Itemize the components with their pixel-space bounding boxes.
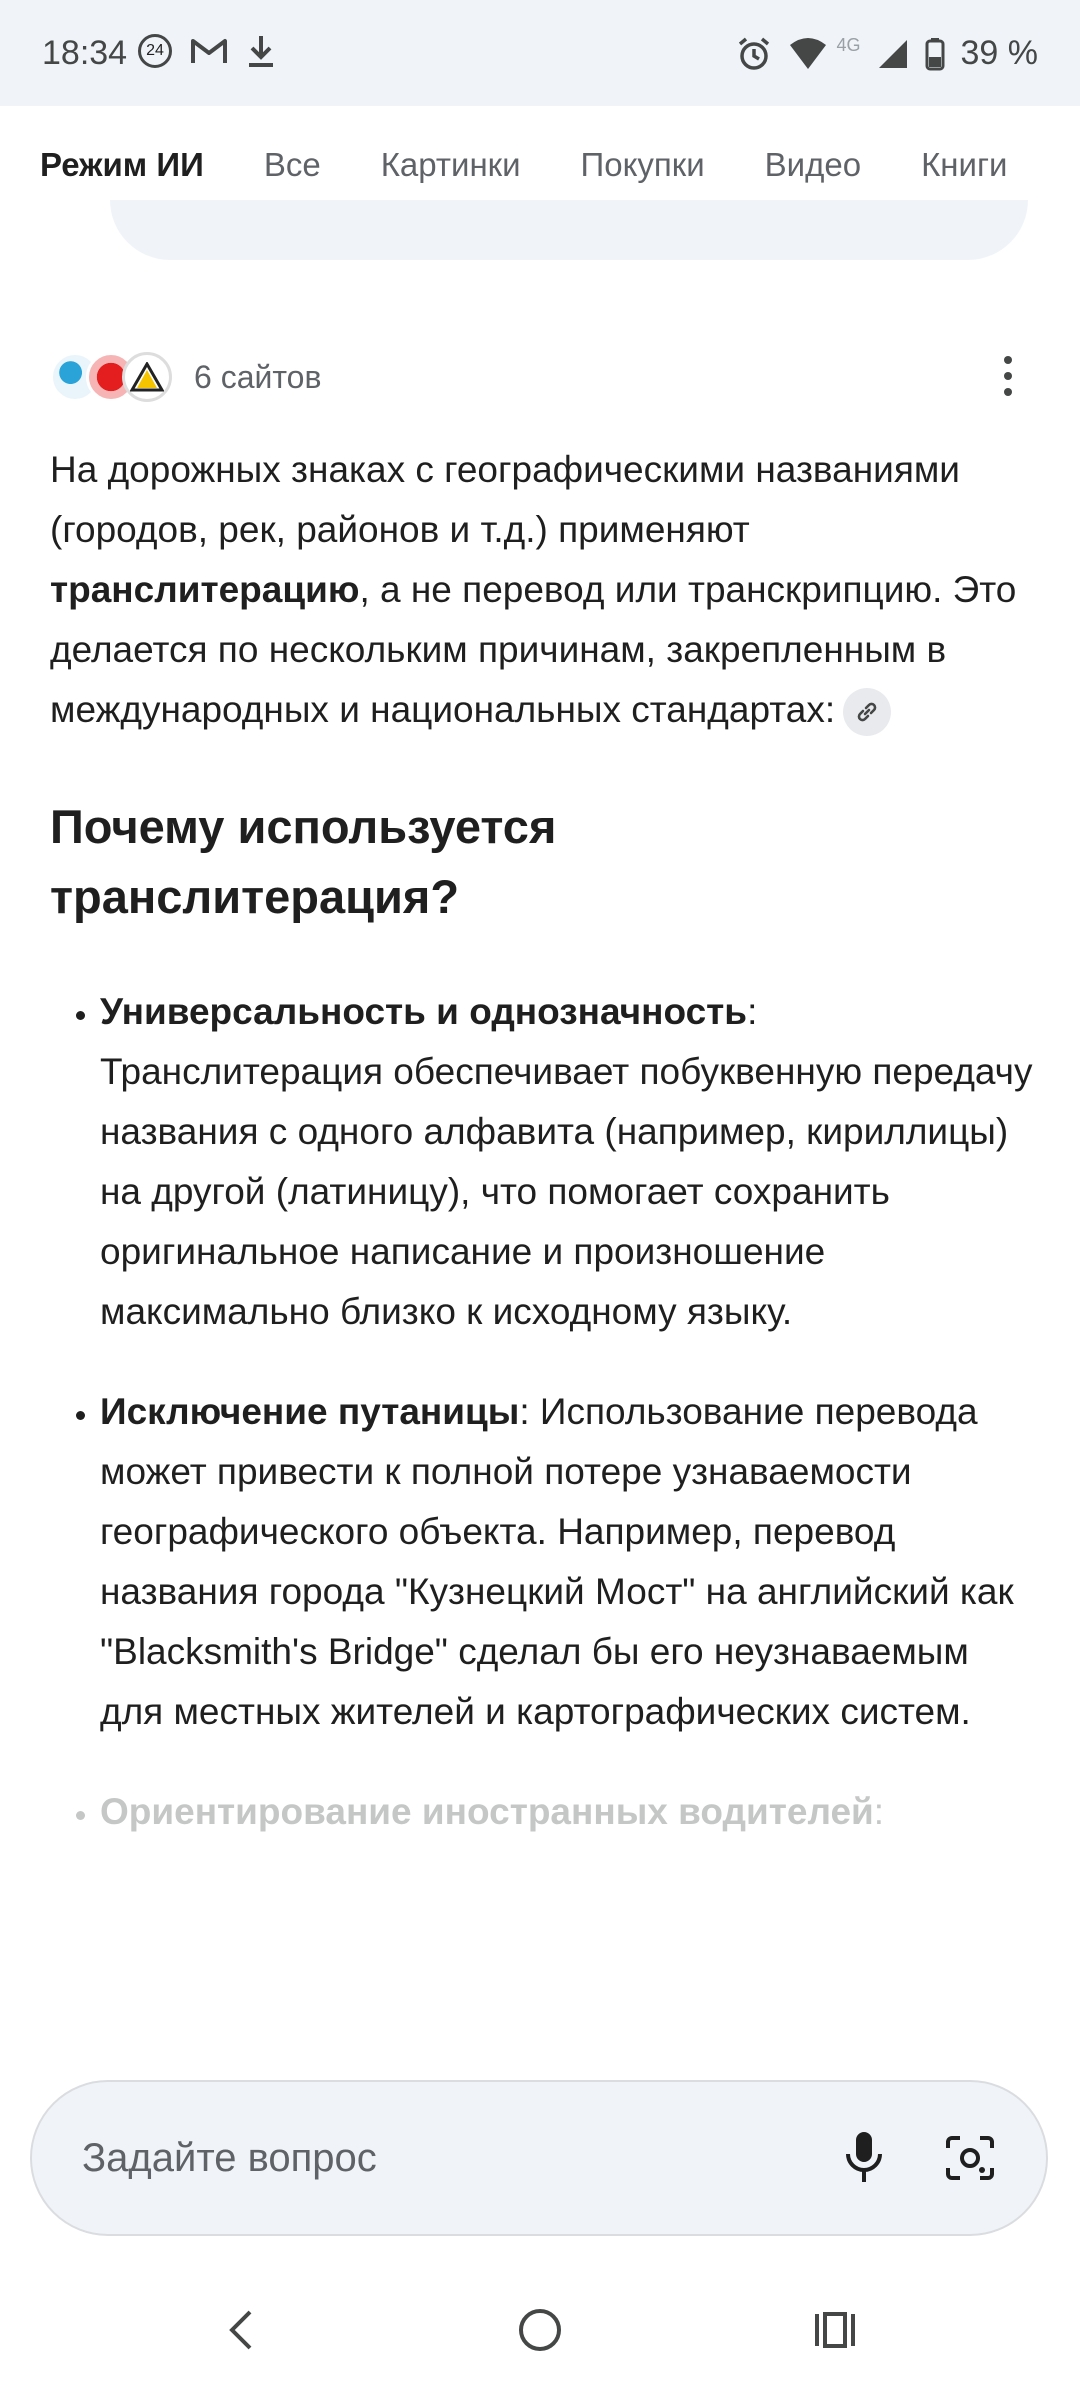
section-heading: Почему используется транслитерация? bbox=[50, 800, 557, 923]
microphone-icon[interactable] bbox=[824, 2118, 904, 2198]
citation-link-icon[interactable] bbox=[843, 688, 891, 736]
answer-intro: На дорожных знаках с географическими названиями (городов, рек, районов и т.д.) применяют транслитерацию, а не перевод или транскрипцию. Это делается по нескольким причинам, закрепленным в международных и национальных стандартах: bbox=[50, 440, 1040, 740]
system-icons bbox=[736, 34, 1038, 73]
tab-books[interactable]: Книги bbox=[921, 146, 1008, 183]
home-icon[interactable] bbox=[505, 2300, 575, 2360]
ai-answer bbox=[50, 440, 1040, 1882]
notification-icons bbox=[138, 34, 276, 68]
list-item: • Универсальность и однозначность: Транслитерация обеспечивает побуквенную передачу названия с одного алфавита (например, кириллицы) на другой (латиницу), что помогает сохранить оригинальное написание и произношение максимально близко к исходному языку. bbox=[100, 982, 1040, 1342]
battery-icon bbox=[925, 37, 945, 71]
sources-button[interactable] bbox=[50, 350, 321, 404]
download-icon bbox=[246, 34, 276, 68]
status-bar bbox=[0, 0, 1080, 106]
alarm-icon bbox=[736, 36, 772, 72]
ask-input[interactable]: Задайте вопрос bbox=[82, 2135, 377, 2180]
circle-24-icon: 24 bbox=[138, 34, 172, 68]
recents-icon[interactable] bbox=[800, 2300, 870, 2360]
tab-ai-mode[interactable]: Режим ИИ bbox=[40, 146, 204, 183]
source-favicon bbox=[122, 352, 172, 402]
tab-videos[interactable]: Видео bbox=[764, 146, 862, 183]
ask-input-bar[interactable] bbox=[30, 2080, 1048, 2236]
tab-shopping[interactable]: Покупки bbox=[580, 146, 705, 183]
signal-icon bbox=[877, 38, 909, 70]
more-options-icon[interactable] bbox=[990, 356, 1026, 396]
gmail-icon bbox=[190, 36, 228, 66]
back-icon[interactable] bbox=[206, 2300, 276, 2360]
previous-query-card bbox=[110, 200, 1028, 260]
battery-level: 39 % bbox=[960, 34, 1038, 72]
scroll-fade bbox=[0, 1940, 1080, 2080]
reasons-list bbox=[50, 982, 1040, 1842]
sources-count: 6 сайтов bbox=[194, 358, 322, 395]
camera-search-icon[interactable] bbox=[930, 2118, 1010, 2198]
system-navigation-bar bbox=[0, 2260, 1080, 2400]
tab-images[interactable]: Картинки bbox=[380, 146, 521, 183]
list-item: • Исключение путаницы: Использование перевода может привести к полной потере узнаваемости географического объекта. Например, перевод названия города "Кузнецкий Мост" на английский как "Blacksmith's Bridge" сделал бы его неузнаваемым для местных жителей и картографических систем. bbox=[100, 1382, 1040, 1742]
status-time: 18:34 bbox=[42, 34, 128, 72]
tab-all[interactable]: Все bbox=[263, 146, 321, 183]
network-type: 4G bbox=[836, 35, 861, 55]
list-item: • Ориентирование иностранных водителей: bbox=[100, 1782, 1040, 1842]
wifi-icon bbox=[788, 37, 828, 71]
